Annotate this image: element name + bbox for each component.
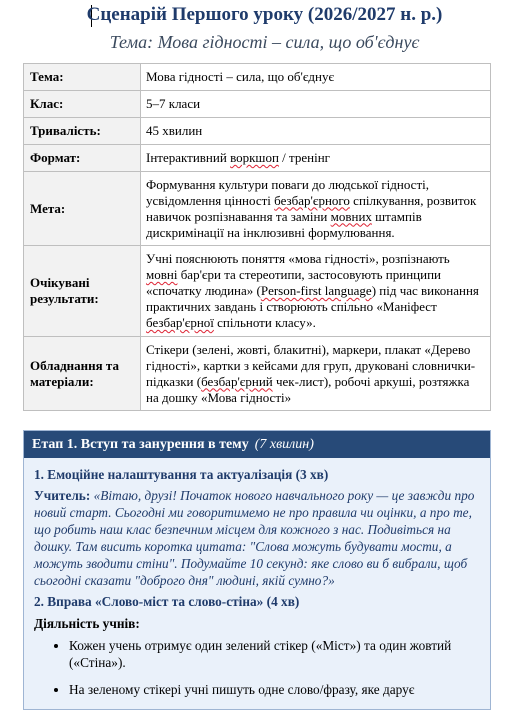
grade-value: 5–7 класи bbox=[141, 91, 491, 118]
row-topic bbox=[24, 64, 491, 91]
results-value: Учні пояснюють поняття «мова гідності», розпізнають мовні бар'єри та стереотипи, застосовують принципи «спочатку людина» (Person-first language) під час виконання практичних завдань і створюють спільно «Маніфест безбар'єрної спільноти класу». bbox=[141, 246, 491, 337]
row-grade bbox=[24, 91, 491, 118]
spellcheck-word: безбар'єрний bbox=[201, 373, 273, 389]
list-item: • На зеленому стікері учні пишуть одне слово/фразу, яке дарує bbox=[69, 681, 480, 698]
spellcheck-word: Person-first language bbox=[260, 283, 372, 298]
lesson-info-table bbox=[23, 63, 491, 411]
stage-1-duration: (7 хвилин) bbox=[254, 437, 314, 452]
teacher-text: «Вітаю, друзі! Початок нового навчального року — це завжди про новий старт. Сьогодні ми говоритимемо не про правила чи оцінки, а про те, що робить наш клас безпечним місцем для кожного з нас. Подивіться на дошку. Там висить коротка цитата: "Слова можуть будувати мости, а можуть зводити стіни". Подумайте 10 секунд: яке слово ви б вибрали, щоб сьогодні сказати "доброго дня" людині, якій сумно?» bbox=[34, 488, 475, 588]
activity-list bbox=[34, 637, 480, 698]
goal-value: Формування культури поваги до людської гідності, усвідомлення цінності безбар'єрного спілкування, розвиток навичок розпізнавання та заміни мовних штампів дискримінації на інклюзивні формулювання. bbox=[141, 172, 491, 246]
spellcheck-word: воркшоп bbox=[230, 150, 279, 165]
document-subtitle: Тема: Мова гідності – сила, що об'єднує bbox=[109, 32, 420, 52]
spellcheck-word: безбар'єрної bbox=[146, 315, 214, 330]
list-item: • Кожен учень отримує один зелений стікер («Міст») та один жовтий («Стіна»). bbox=[69, 637, 480, 671]
section-2-title: 2. Вправа «Слово-міст та слово-стіна» (4 хв) bbox=[34, 594, 300, 609]
duration-label: Тривалість: bbox=[24, 118, 141, 145]
document-title: Сценарій Першого уроку (2026/2027 н. р.) bbox=[86, 4, 443, 25]
results-label: Очікувані результати: bbox=[24, 246, 141, 337]
spellcheck-word: мовних bbox=[330, 208, 372, 224]
goal-label: Мета: bbox=[24, 172, 141, 246]
grade-label: Клас: bbox=[24, 91, 141, 118]
row-results bbox=[24, 246, 491, 337]
stage-1-title: Етап 1. Вступ та занурення в тему bbox=[32, 437, 249, 452]
materials-label: Обладнання та матеріали: bbox=[24, 337, 141, 411]
row-goal bbox=[24, 172, 491, 246]
stage-1-header bbox=[24, 431, 490, 458]
format-label: Формат: bbox=[24, 145, 141, 172]
topic-value: Мова гідності – сила, що об'єднує bbox=[141, 64, 491, 91]
row-format bbox=[24, 145, 491, 172]
teacher-speech bbox=[34, 487, 480, 589]
stage-1-block bbox=[23, 430, 491, 710]
spellcheck-word: мовні bbox=[146, 267, 178, 282]
row-duration bbox=[24, 118, 491, 145]
teacher-label: Учитель: bbox=[34, 488, 91, 503]
materials-value: Стікери (зелені, жовті, блакитні), маркери, плакат «Дерево гідності», картки з кейсами для груп, друковані словнички-підказки (безбар'єрний чек-лист), робочі аркуші, розтяжка на дошку «Мова гідності» bbox=[141, 337, 491, 411]
spellcheck-word: безбар'єрного bbox=[274, 192, 350, 208]
row-materials bbox=[24, 337, 491, 411]
duration-value: 45 хвилин bbox=[141, 118, 491, 145]
section-1-title: 1. Емоційне налаштування та актуалізація (3 хв) bbox=[34, 467, 329, 482]
stage-1-body bbox=[24, 458, 490, 698]
format-value: Інтерактивний воркшоп / тренінг bbox=[141, 145, 491, 172]
activity-label: Діяльність учнів: bbox=[34, 616, 140, 631]
topic-label: Тема: bbox=[24, 64, 141, 91]
